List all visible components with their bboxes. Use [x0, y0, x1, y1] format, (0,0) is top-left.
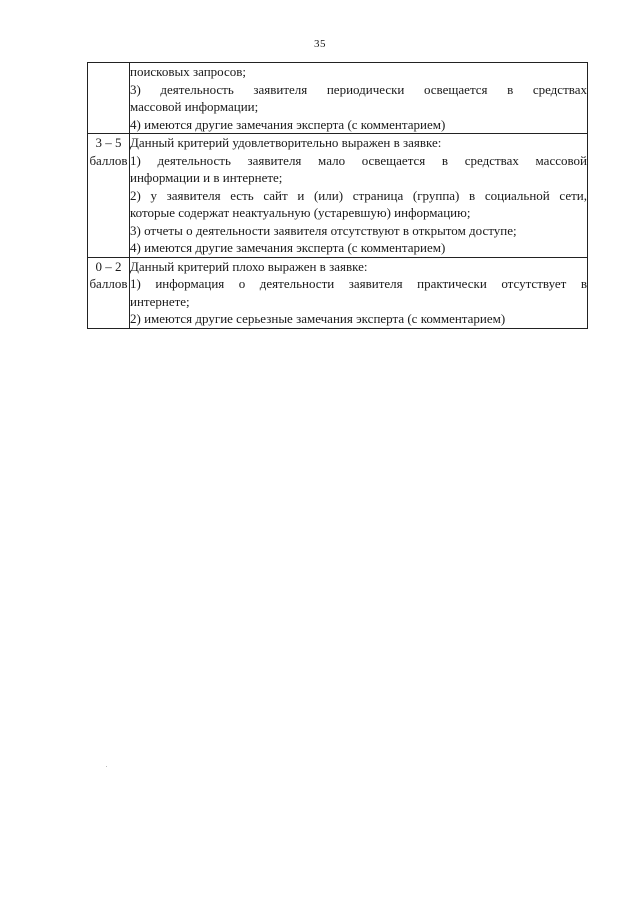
- criterion-line: 2) имеются другие серьезные замечания эксперта (с комментарием): [130, 311, 506, 326]
- criterion-line: 3) отчеты о деятельности заявителя отсутствуют в открытом доступе;: [130, 222, 517, 238]
- criterion-line: поисковых запросов;: [130, 64, 246, 79]
- criterion-line: 1) деятельность заявителя мало освещается в средствах массовой: [130, 152, 587, 168]
- criterion-text: [130, 257, 588, 328]
- criterion-text: [130, 63, 588, 134]
- table-row: [88, 63, 588, 134]
- criterion-line: 3) деятельность заявителя периодически освещается в средствах: [130, 81, 587, 97]
- scan-speck: [106, 766, 107, 767]
- score-unit: баллов: [89, 152, 128, 168]
- table-row: [88, 134, 588, 258]
- criterion-line: 4) имеются другие замечания эксперта (с комментарием): [130, 116, 446, 132]
- criterion-line: массовой информации;: [130, 99, 259, 114]
- criterion-heading: Данный критерий плохо выражен в заявке:: [130, 258, 368, 274]
- criterion-line: информации и в интернете;: [130, 170, 283, 185]
- criterion-line: 4) имеются другие замечания эксперта (с комментарием): [130, 240, 446, 255]
- criterion-line: 2) у заявителя есть сайт и (или) страница (группа) в социальной сети,: [130, 187, 587, 203]
- criterion-line: 1) информация о деятельности заявителя практически отсутствует в: [130, 276, 587, 291]
- score-cell: [88, 63, 130, 134]
- criterion-line: интернете;: [130, 293, 190, 309]
- criterion-text: [130, 134, 588, 258]
- criteria-table: [87, 62, 588, 329]
- score-cell: [88, 134, 130, 258]
- score-range: 3 – 5: [95, 135, 122, 150]
- criterion-heading: Данный критерий удовлетворительно выражен в заявке:: [130, 135, 442, 150]
- score-range: 0 – 2: [95, 258, 122, 274]
- score-unit: баллов: [89, 276, 128, 291]
- table-row: [88, 257, 588, 328]
- score-cell: [88, 257, 130, 328]
- page-number: 35: [314, 38, 326, 50]
- criterion-line: которые содержат неактуальную (устаревшую) информацию;: [130, 205, 471, 220]
